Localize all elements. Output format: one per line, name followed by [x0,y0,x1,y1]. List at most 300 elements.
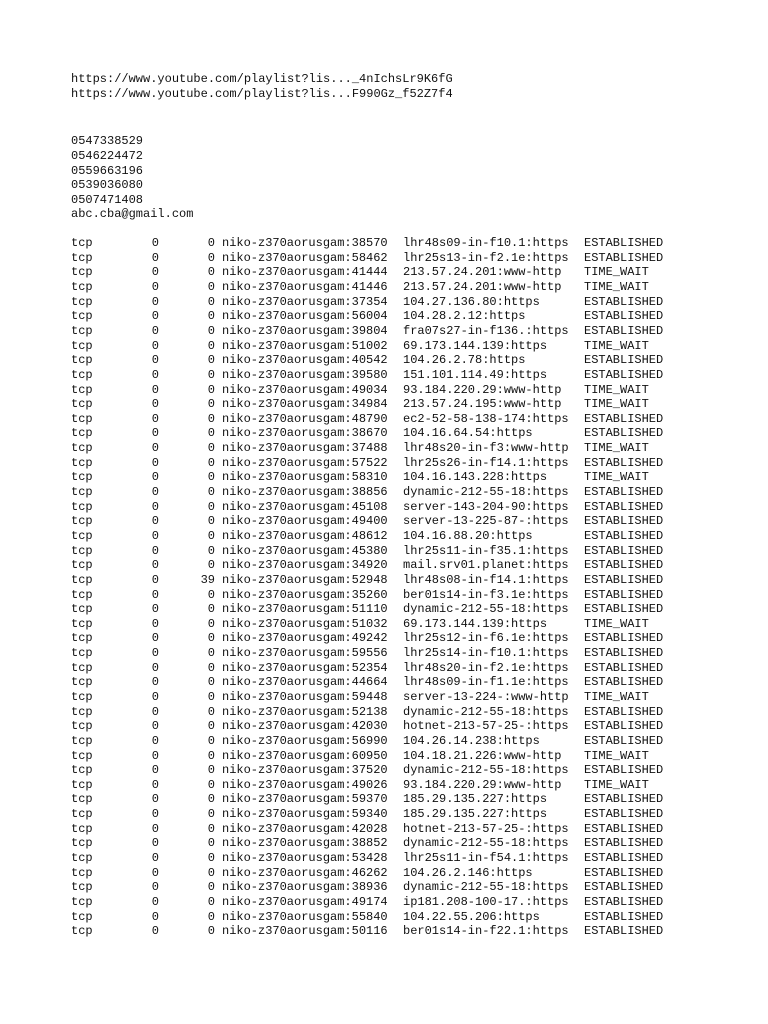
foreign-address-cell: server-143-204-90:https [403,499,569,514]
send-q-cell: 0 [207,909,215,924]
recv-q-cell: 0 [151,792,159,807]
send-q-cell: 0 [207,411,215,426]
local-address-cell: niko-z370aorusgam:38856 [222,485,388,500]
local-address-cell: niko-z370aorusgam:34984 [222,397,388,412]
phone-number: 0559663196 [71,163,144,178]
protocol-cell: tcp [71,382,93,397]
youtube-link[interactable]: https://www.youtube.com/playlist?lis..._4nIchsLr9K6fG [71,72,453,86]
foreign-address-cell: dynamic-212-55-18:https [403,704,569,719]
state-cell: ESTABLISHED [584,411,664,426]
send-q-cell: 0 [207,894,215,909]
send-q-cell: 0 [207,441,215,456]
recv-q-cell: 0 [151,924,159,939]
foreign-address-cell: lhr25s14-in-f10.1:https [403,646,569,661]
recv-q-cell: 0 [151,353,159,368]
recv-q-cell: 0 [151,689,159,704]
connection-row [71,778,761,793]
state-cell: TIME_WAIT [584,382,649,397]
recv-q-cell: 0 [151,528,159,543]
recv-q-cell: 0 [151,748,159,763]
foreign-address-cell: 104.26.2.146:https [403,865,533,880]
foreign-address-cell: 185.29.135.227:https [403,792,548,807]
connection-row [71,924,761,939]
local-address-cell: niko-z370aorusgam:38670 [222,426,388,441]
local-address-cell: niko-z370aorusgam:53428 [222,851,388,866]
protocol-cell: tcp [71,338,93,353]
recv-q-cell: 0 [151,250,159,265]
state-cell: ESTABLISHED [584,353,664,368]
protocol-cell: tcp [71,236,93,251]
connection-row [71,734,761,749]
send-q-cell: 0 [207,792,215,807]
connection-row [71,383,761,398]
protocol-cell: tcp [71,543,93,558]
local-address-cell: niko-z370aorusgam:56990 [222,733,388,748]
recv-q-cell: 0 [151,455,159,470]
send-q-cell: 0 [207,455,215,470]
foreign-address-cell: 213.57.24.195:www-http [403,397,562,412]
foreign-address-cell: hotnet-213-57-25-:https [403,719,569,734]
send-q-cell: 0 [207,777,215,792]
protocol-cell: tcp [71,514,93,529]
local-address-cell: niko-z370aorusgam:50116 [222,924,388,939]
state-cell: ESTABLISHED [584,836,664,851]
recv-q-cell: 0 [151,367,159,382]
foreign-address-cell: lhr25s11-in-f35.1:https [403,543,569,558]
protocol-cell: tcp [71,485,93,500]
state-cell: ESTABLISHED [584,675,664,690]
foreign-address-cell: fra07s27-in-f136.:https [403,323,569,338]
recv-q-cell: 0 [151,894,159,909]
connection-row [71,851,761,866]
connection-row [71,236,761,251]
send-q-cell: 0 [207,323,215,338]
recv-q-cell: 0 [151,851,159,866]
foreign-address-cell: lhr48s20-in-f2.1e:https [403,660,569,675]
connection-row [71,792,761,807]
state-cell: TIME_WAIT [584,616,649,631]
send-q-cell: 0 [207,528,215,543]
state-cell: ESTABLISHED [584,309,664,324]
recv-q-cell: 0 [151,807,159,822]
state-cell: ESTABLISHED [584,924,664,939]
connection-row [71,514,761,529]
connection-row [71,485,761,500]
connection-row [71,836,761,851]
local-address-cell: niko-z370aorusgam:42030 [222,719,388,734]
recv-q-cell: 0 [151,294,159,309]
state-cell: TIME_WAIT [584,441,649,456]
state-cell: ESTABLISHED [584,807,664,822]
state-cell: ESTABLISHED [584,602,664,617]
send-q-cell: 0 [207,660,215,675]
protocol-cell: tcp [71,719,93,734]
protocol-cell: tcp [71,528,93,543]
connection-row [71,646,761,661]
local-address-cell: niko-z370aorusgam:59448 [222,689,388,704]
connection-row [71,470,761,485]
phone-number: 0547338529 [71,134,144,149]
local-address-cell: niko-z370aorusgam:41446 [222,280,388,295]
local-address-cell: niko-z370aorusgam:49174 [222,894,388,909]
state-cell: TIME_WAIT [584,470,649,485]
protocol-cell: tcp [71,294,93,309]
email-address: abc.cba@gmail.com [71,207,194,222]
connection-row [71,339,761,354]
recv-q-cell: 0 [151,587,159,602]
state-cell: ESTABLISHED [584,646,664,661]
state-cell: TIME_WAIT [584,777,649,792]
send-q-cell: 0 [207,426,215,441]
state-cell: ESTABLISHED [584,660,664,675]
state-cell: TIME_WAIT [584,397,649,412]
protocol-cell: tcp [71,777,93,792]
local-address-cell: niko-z370aorusgam:59340 [222,807,388,822]
state-cell: TIME_WAIT [584,280,649,295]
protocol-cell: tcp [71,631,93,646]
recv-q-cell: 0 [151,660,159,675]
foreign-address-cell: dynamic-212-55-18:https [403,763,569,778]
local-address-cell: niko-z370aorusgam:51002 [222,338,388,353]
send-q-cell: 0 [207,470,215,485]
local-address-cell: niko-z370aorusgam:38936 [222,880,388,895]
protocol-cell: tcp [71,763,93,778]
connection-row [71,295,761,310]
foreign-address-cell: hotnet-213-57-25-:https [403,821,569,836]
connection-row [71,631,761,646]
state-cell: ESTABLISHED [584,704,664,719]
recv-q-cell: 0 [151,631,159,646]
connection-row [71,251,761,266]
local-address-cell: niko-z370aorusgam:48790 [222,411,388,426]
send-q-cell: 0 [207,499,215,514]
recv-q-cell: 0 [151,441,159,456]
state-cell: ESTABLISHED [584,572,664,587]
youtube-link[interactable]: https://www.youtube.com/playlist?lis...F990Gz_f52Z7f4 [71,86,453,101]
foreign-address-cell: lhr25s13-in-f2.1e:https [403,250,569,265]
foreign-address-cell: 104.16.88.20:https [403,528,533,543]
local-address-cell: niko-z370aorusgam:52354 [222,660,388,675]
recv-q-cell: 0 [151,909,159,924]
connection-row [71,588,761,603]
recv-q-cell: 0 [151,821,159,836]
state-cell: ESTABLISHED [584,821,664,836]
foreign-address-cell: 213.57.24.201:www-http [403,265,562,280]
state-cell: TIME_WAIT [584,265,649,280]
connection-row [71,456,761,471]
protocol-cell: tcp [71,821,93,836]
send-q-cell: 0 [207,265,215,280]
connection-row [71,719,761,734]
connection-row [71,265,761,280]
recv-q-cell: 0 [151,280,159,295]
local-address-cell: niko-z370aorusgam:49242 [222,631,388,646]
foreign-address-cell: 69.173.144.139:https [403,616,548,631]
send-q-cell: 0 [207,514,215,529]
state-cell: ESTABLISHED [584,631,664,646]
connection-row [71,763,761,778]
connection-row [71,544,761,559]
foreign-address-cell: 104.18.21.226:www-http [403,748,562,763]
connection-row [71,353,761,368]
send-q-cell: 0 [207,733,215,748]
state-cell: ESTABLISHED [584,250,664,265]
protocol-cell: tcp [71,807,93,822]
contacts-block [71,134,761,222]
connection-row [71,910,761,925]
send-q-cell: 39 [200,572,215,587]
protocol-cell: tcp [71,309,93,324]
foreign-address-cell: 69.173.144.139:https [403,338,548,353]
protocol-cell: tcp [71,748,93,763]
recv-q-cell: 0 [151,397,159,412]
protocol-cell: tcp [71,499,93,514]
state-cell: ESTABLISHED [584,587,664,602]
foreign-address-cell: lhr48s08-in-f14.1:https [403,572,569,587]
connection-row [71,558,761,573]
protocol-cell: tcp [71,880,93,895]
state-cell: ESTABLISHED [584,792,664,807]
local-address-cell: niko-z370aorusgam:59556 [222,646,388,661]
protocol-cell: tcp [71,689,93,704]
protocol-cell: tcp [71,836,93,851]
local-address-cell: niko-z370aorusgam:52948 [222,572,388,587]
state-cell: ESTABLISHED [584,236,664,251]
send-q-cell: 0 [207,280,215,295]
foreign-address-cell: 213.57.24.201:www-http [403,280,562,295]
foreign-address-cell: 104.27.136.80:https [403,294,540,309]
send-q-cell: 0 [207,880,215,895]
phone-number: 0539036080 [71,178,144,193]
foreign-address-cell: 151.101.114.49:https [403,367,548,382]
protocol-cell: tcp [71,250,93,265]
protocol-cell: tcp [71,909,93,924]
document-page [71,72,761,939]
connection-row [71,368,761,383]
protocol-cell: tcp [71,894,93,909]
recv-q-cell: 0 [151,602,159,617]
state-cell: ESTABLISHED [584,865,664,880]
protocol-cell: tcp [71,367,93,382]
send-q-cell: 0 [207,851,215,866]
protocol-cell: tcp [71,587,93,602]
recv-q-cell: 0 [151,426,159,441]
connections-table [71,236,761,939]
foreign-address-cell: 185.29.135.227:https [403,807,548,822]
local-address-cell: niko-z370aorusgam:51032 [222,616,388,631]
state-cell: ESTABLISHED [584,894,664,909]
connection-row [71,895,761,910]
protocol-cell: tcp [71,411,93,426]
send-q-cell: 0 [207,704,215,719]
recv-q-cell: 0 [151,880,159,895]
send-q-cell: 0 [207,382,215,397]
connection-row [71,573,761,588]
state-cell: ESTABLISHED [584,909,664,924]
send-q-cell: 0 [207,675,215,690]
foreign-address-cell: 93.184.220.29:www-http [403,382,562,397]
connection-row [71,602,761,617]
foreign-address-cell: ec2-52-58-138-174:https [403,411,569,426]
local-address-cell: niko-z370aorusgam:45108 [222,499,388,514]
state-cell: TIME_WAIT [584,748,649,763]
local-address-cell: niko-z370aorusgam:38570 [222,236,388,251]
state-cell: ESTABLISHED [584,367,664,382]
connection-row [71,690,761,705]
protocol-cell: tcp [71,924,93,939]
recv-q-cell: 0 [151,616,159,631]
links-block [71,72,761,101]
local-address-cell: niko-z370aorusgam:44664 [222,675,388,690]
foreign-address-cell: lhr48s09-in-f1.1e:https [403,675,569,690]
recv-q-cell: 0 [151,777,159,792]
send-q-cell: 0 [207,397,215,412]
connection-row [71,705,761,720]
local-address-cell: niko-z370aorusgam:60950 [222,748,388,763]
send-q-cell: 0 [207,543,215,558]
send-q-cell: 0 [207,807,215,822]
send-q-cell: 0 [207,836,215,851]
connection-row [71,529,761,544]
protocol-cell: tcp [71,646,93,661]
protocol-cell: tcp [71,441,93,456]
send-q-cell: 0 [207,602,215,617]
phone-number: 0546224472 [71,148,144,163]
recv-q-cell: 0 [151,499,159,514]
state-cell: ESTABLISHED [584,499,664,514]
foreign-address-cell: lhr48s09-in-f10.1:https [403,236,569,251]
protocol-cell: tcp [71,280,93,295]
protocol-cell: tcp [71,792,93,807]
recv-q-cell: 0 [151,836,159,851]
recv-q-cell: 0 [151,236,159,251]
send-q-cell: 0 [207,631,215,646]
state-cell: ESTABLISHED [584,514,664,529]
recv-q-cell: 0 [151,265,159,280]
local-address-cell: niko-z370aorusgam:57522 [222,455,388,470]
state-cell: ESTABLISHED [584,455,664,470]
foreign-address-cell: 104.26.2.78:https [403,353,526,368]
local-address-cell: niko-z370aorusgam:39580 [222,367,388,382]
connection-row [71,661,761,676]
connection-row [71,880,761,895]
connection-row [71,324,761,339]
state-cell: ESTABLISHED [584,719,664,734]
foreign-address-cell: 104.28.2.12:https [403,309,526,324]
local-address-cell: niko-z370aorusgam:51110 [222,602,388,617]
recv-q-cell: 0 [151,558,159,573]
local-address-cell: niko-z370aorusgam:37354 [222,294,388,309]
local-address-cell: niko-z370aorusgam:55840 [222,909,388,924]
protocol-cell: tcp [71,397,93,412]
local-address-cell: niko-z370aorusgam:40542 [222,353,388,368]
local-address-cell: niko-z370aorusgam:49026 [222,777,388,792]
protocol-cell: tcp [71,602,93,617]
recv-q-cell: 0 [151,338,159,353]
protocol-cell: tcp [71,733,93,748]
protocol-cell: tcp [71,265,93,280]
state-cell: ESTABLISHED [584,528,664,543]
connection-row [71,807,761,822]
send-q-cell: 0 [207,924,215,939]
recv-q-cell: 0 [151,572,159,587]
connection-row [71,280,761,295]
recv-q-cell: 0 [151,719,159,734]
connection-row [71,426,761,441]
state-cell: TIME_WAIT [584,689,649,704]
state-cell: ESTABLISHED [584,426,664,441]
state-cell: ESTABLISHED [584,851,664,866]
connection-row [71,675,761,690]
local-address-cell: niko-z370aorusgam:41444 [222,265,388,280]
recv-q-cell: 0 [151,323,159,338]
protocol-cell: tcp [71,572,93,587]
protocol-cell: tcp [71,675,93,690]
foreign-address-cell: dynamic-212-55-18:https [403,836,569,851]
state-cell: ESTABLISHED [584,323,664,338]
send-q-cell: 0 [207,294,215,309]
send-q-cell: 0 [207,338,215,353]
local-address-cell: niko-z370aorusgam:46262 [222,865,388,880]
local-address-cell: niko-z370aorusgam:45380 [222,543,388,558]
foreign-address-cell: dynamic-212-55-18:https [403,880,569,895]
protocol-cell: tcp [71,470,93,485]
state-cell: ESTABLISHED [584,733,664,748]
recv-q-cell: 0 [151,704,159,719]
local-address-cell: niko-z370aorusgam:58310 [222,470,388,485]
send-q-cell: 0 [207,250,215,265]
foreign-address-cell: ber01s14-in-f22.1:https [403,924,569,939]
foreign-address-cell: 104.22.55.206:https [403,909,540,924]
foreign-address-cell: ip181.208-100-17.:https [403,894,569,909]
connection-row [71,822,761,837]
protocol-cell: tcp [71,616,93,631]
foreign-address-cell: 104.26.14.238:https [403,733,540,748]
state-cell: ESTABLISHED [584,543,664,558]
protocol-cell: tcp [71,704,93,719]
local-address-cell: niko-z370aorusgam:52138 [222,704,388,719]
foreign-address-cell: 104.16.143.228:https [403,470,548,485]
connection-row [71,866,761,881]
send-q-cell: 0 [207,865,215,880]
local-address-cell: niko-z370aorusgam:37488 [222,441,388,456]
state-cell: ESTABLISHED [584,558,664,573]
recv-q-cell: 0 [151,733,159,748]
foreign-address-cell: lhr25s12-in-f6.1e:https [403,631,569,646]
protocol-cell: tcp [71,660,93,675]
protocol-cell: tcp [71,455,93,470]
state-cell: TIME_WAIT [584,338,649,353]
recv-q-cell: 0 [151,514,159,529]
state-cell: ESTABLISHED [584,763,664,778]
send-q-cell: 0 [207,689,215,704]
foreign-address-cell: dynamic-212-55-18:https [403,602,569,617]
send-q-cell: 0 [207,587,215,602]
protocol-cell: tcp [71,323,93,338]
protocol-cell: tcp [71,865,93,880]
local-address-cell: niko-z370aorusgam:59370 [222,792,388,807]
local-address-cell: niko-z370aorusgam:39804 [222,323,388,338]
send-q-cell: 0 [207,646,215,661]
protocol-cell: tcp [71,851,93,866]
recv-q-cell: 0 [151,382,159,397]
state-cell: ESTABLISHED [584,880,664,895]
foreign-address-cell: dynamic-212-55-18:https [403,485,569,500]
local-address-cell: niko-z370aorusgam:49400 [222,514,388,529]
foreign-address-cell: server-13-224-:www-http [403,689,569,704]
connection-row [71,397,761,412]
foreign-address-cell: lhr25s11-in-f54.1:https [403,851,569,866]
